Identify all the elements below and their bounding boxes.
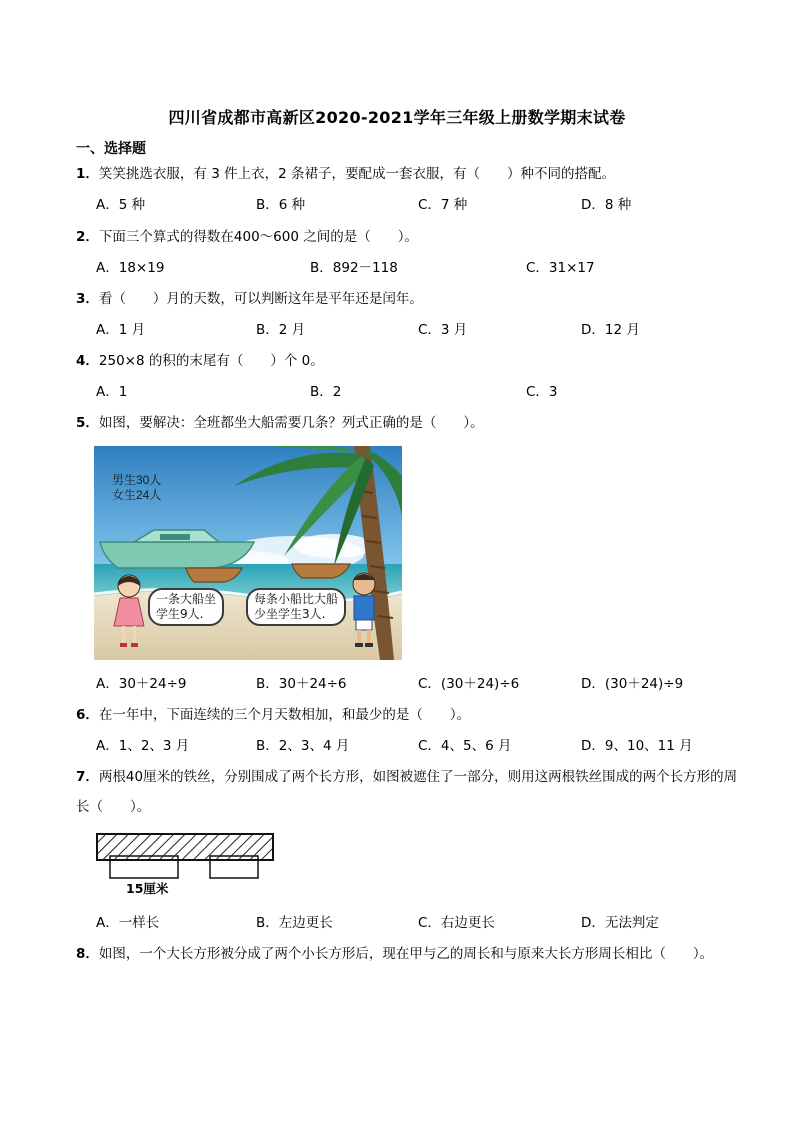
page-title: 四川省成都市高新区2020-2021学年三年级上册数学期末试卷 (168, 108, 626, 127)
question-text: 两根40厘米的铁丝，分别围成了两个长方形，如图被遮住了一部分，则用这两根铁丝围成的两个长方形的周长（ ）。 (76, 769, 738, 815)
option-c[interactable]: C．4、5、6 月 (418, 738, 512, 754)
option-b[interactable]: B．2、3、4 月 (256, 738, 350, 754)
option-b[interactable]: B．2 月 (256, 322, 306, 338)
question-2 (76, 227, 418, 247)
option-a[interactable]: A．5 种 (96, 197, 146, 213)
beach-illustration (94, 446, 402, 660)
boy-speech-bubble (246, 588, 346, 626)
question-number: 6． (76, 707, 99, 723)
option-d[interactable]: D．9、10、11 月 (581, 738, 693, 754)
wire-rectangles-figure (96, 832, 276, 900)
option-c[interactable]: C．(30＋24)÷6 (418, 676, 520, 692)
question-number: 7． (76, 769, 99, 785)
question-text: 250×8 的积的末尾有（ ）个 0。 (98, 353, 324, 369)
question-number: 5． (76, 415, 99, 431)
option-a[interactable]: A．1 月 (96, 322, 146, 338)
option-a[interactable]: A．一样长 (96, 915, 160, 931)
girl-speech-line-1: 一条大船坐 (156, 592, 217, 606)
question-number: 1． (76, 166, 99, 182)
question-text: 下面三个算式的得数在400～600 之间的是（ ）。 (98, 229, 418, 245)
question-text: 在一年中，下面连续的三个月天数相加，和最少的是（ ）。 (98, 707, 471, 723)
boy-speech-line-2: 少坐学生3人. (254, 607, 326, 621)
option-a[interactable]: A．1 (96, 384, 128, 400)
question-8 (76, 939, 741, 969)
option-c[interactable]: C．右边更长 (418, 915, 495, 931)
girl-speech-bubble (148, 588, 224, 626)
option-d[interactable]: D．12 月 (581, 322, 640, 338)
question-number: 3． (76, 291, 99, 307)
option-d[interactable]: D．无法判定 (581, 915, 659, 931)
question-4 (76, 351, 324, 371)
question-text: 如图，要解决：全班都坐大船需要几条？列式正确的是（ ）。 (98, 415, 484, 431)
wire-length-label: 15厘米 (126, 881, 169, 896)
option-d[interactable]: D．(30＋24)÷9 (581, 676, 684, 692)
option-c[interactable]: C．3 月 (418, 322, 468, 338)
option-c[interactable]: C．7 种 (418, 197, 468, 213)
question-3 (76, 289, 423, 309)
option-c[interactable]: C．31×17 (526, 260, 595, 276)
girl-speech-line-2: 学生9人. (156, 607, 204, 621)
question-5 (76, 413, 484, 433)
question-6 (76, 705, 470, 725)
option-b[interactable]: B．892－118 (310, 260, 398, 276)
board-girls-count: 女生24人 (112, 488, 162, 502)
option-b[interactable]: B．6 种 (256, 197, 306, 213)
question-text: 笑笑挑选衣服，有 3 件上衣，2 条裙子，要配成一套衣服，有（ ）种不同的搭配。 (98, 166, 615, 182)
option-c[interactable]: C．3 (526, 384, 558, 400)
question-number: 8． (76, 946, 99, 962)
board-boys-count: 男生30人 (112, 473, 162, 487)
option-b[interactable]: B．30＋24÷6 (256, 676, 347, 692)
question-text: 看（ ）月的天数，可以判断这年是平年还是闰年。 (98, 291, 423, 307)
boy-speech-line-1: 每条小船比大船 (254, 592, 339, 606)
option-a[interactable]: A．18×19 (96, 260, 165, 276)
question-text: 如图，一个大长方形被分成了两个小长方形后，现在甲与乙的周长和与原来大长方形周长相比（ ）。 (98, 946, 714, 962)
question-7 (76, 762, 741, 822)
question-number: 2． (76, 229, 99, 245)
section-heading: 一、选择题 (76, 141, 146, 157)
option-a[interactable]: A．30＋24÷9 (96, 676, 187, 692)
option-b[interactable]: B．2 (310, 384, 342, 400)
option-d[interactable]: D．8 种 (581, 197, 632, 213)
option-b[interactable]: B．左边更长 (256, 915, 333, 931)
question-number: 4． (76, 353, 99, 369)
question-1 (76, 164, 615, 184)
option-a[interactable]: A．1、2、3 月 (96, 738, 190, 754)
